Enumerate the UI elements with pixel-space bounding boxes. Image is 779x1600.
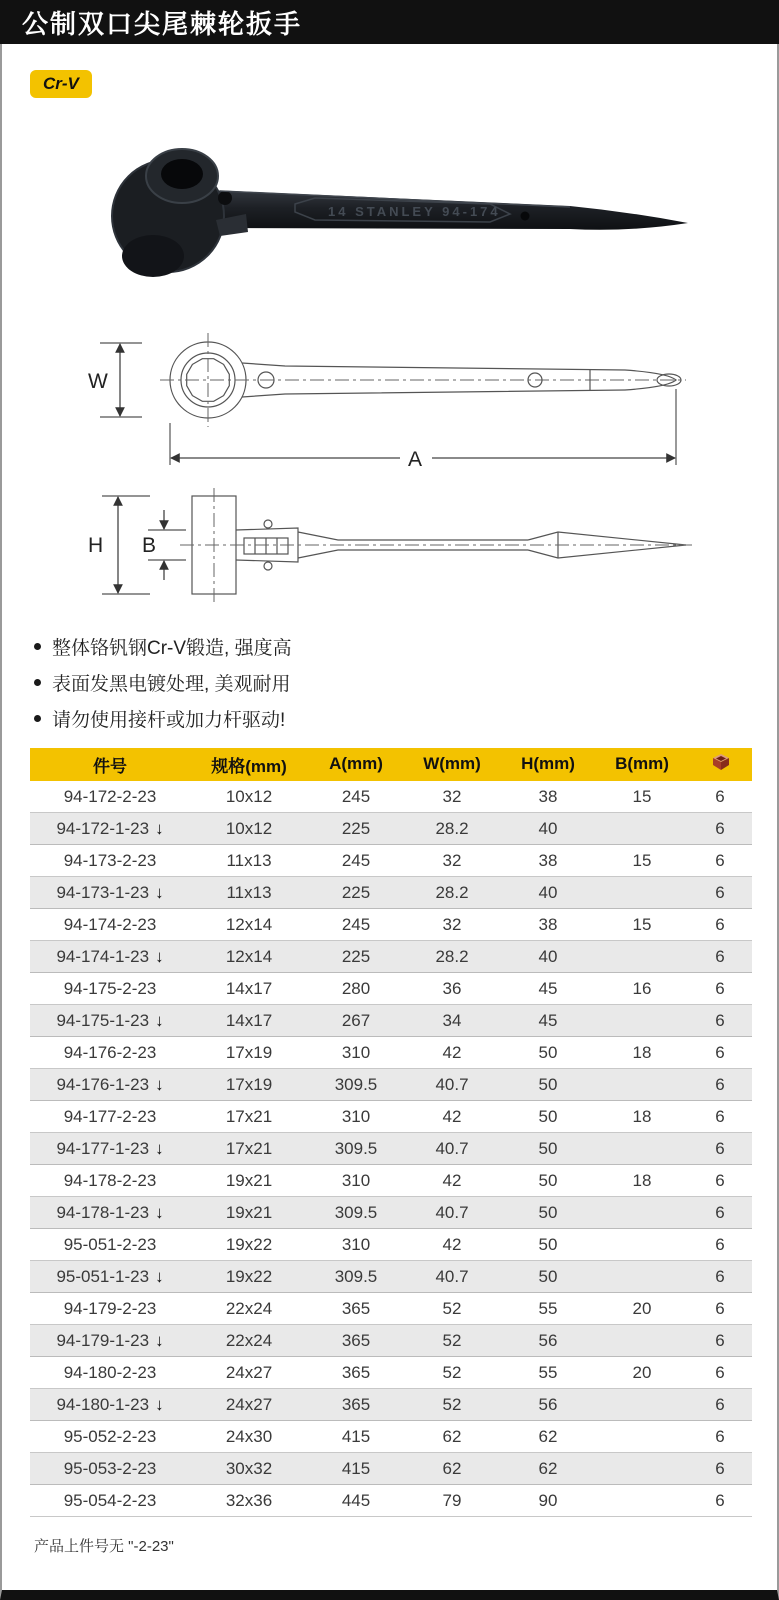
pack-qty-cell: 6: [688, 1453, 752, 1485]
b-dim-cell: [596, 941, 688, 973]
dim-label-w: W: [87, 369, 108, 393]
spec-table-row: [30, 1165, 752, 1197]
spec-cell: 17x21: [190, 1133, 308, 1165]
spec-cell: 24x27: [190, 1357, 308, 1389]
h-dim-cell: 55: [500, 1293, 596, 1325]
part-number-cell: 94-177-2-23: [30, 1101, 190, 1133]
pack-qty-cell: 6: [688, 1293, 752, 1325]
pack-qty-cell: 6: [688, 1357, 752, 1389]
pack-qty-cell: 6: [688, 1229, 752, 1261]
a-dim-cell: 415: [308, 1421, 404, 1453]
pack-qty-cell: 6: [688, 909, 752, 941]
w-dim-cell: 40.7: [404, 1133, 500, 1165]
feature-list: [30, 633, 749, 732]
down-arrow-icon: ↓: [155, 1266, 164, 1286]
h-dim-cell: 38: [500, 845, 596, 877]
part-number-cell: 94-175-1-23 ↓: [30, 1005, 190, 1037]
spec-table-row: [30, 1357, 752, 1389]
h-dim-cell: 38: [500, 781, 596, 813]
a-dim-cell: 445: [308, 1485, 404, 1517]
part-number-cell: 94-178-1-23 ↓: [30, 1197, 190, 1229]
a-dim-cell: 309.5: [308, 1261, 404, 1293]
down-arrow-icon: ↓: [155, 1074, 164, 1094]
b-dim-cell: 15: [596, 845, 688, 877]
b-dim-cell: [596, 1197, 688, 1229]
a-dim-cell: 225: [308, 941, 404, 973]
spec-cell: 19x21: [190, 1197, 308, 1229]
pack-qty-cell: 6: [688, 1037, 752, 1069]
part-number-cell: 94-178-2-23: [30, 1165, 190, 1197]
down-arrow-icon: ↓: [155, 946, 164, 966]
spec-cell: 12x14: [190, 909, 308, 941]
b-dim-cell: 18: [596, 1037, 688, 1069]
spec-table-row: [30, 845, 752, 877]
spec-table-row: [30, 781, 752, 813]
feature-text: 表面发黑电镀处理, 美观耐用: [52, 673, 291, 695]
pack-qty-cell: 6: [688, 1389, 752, 1421]
col-header-spec: 规格(mm): [190, 748, 308, 781]
b-dim-cell: [596, 1389, 688, 1421]
a-dim-cell: 310: [308, 1229, 404, 1261]
carton-box-icon: [709, 753, 732, 771]
a-dim-cell: 225: [308, 813, 404, 845]
part-number-cell: 94-173-1-23 ↓: [30, 877, 190, 909]
bullet-dot-icon: [34, 679, 41, 686]
part-number-cell: 95-051-2-23: [30, 1229, 190, 1261]
a-dim-cell: 365: [308, 1293, 404, 1325]
spec-table-row: [30, 1229, 752, 1261]
b-dim-cell: [596, 877, 688, 909]
part-number-cell: 95-053-2-23: [30, 1453, 190, 1485]
feature-text: 请勿使用接杆或加力杆驱动!: [52, 709, 286, 731]
feature-item: [34, 633, 749, 660]
h-dim-cell: 50: [500, 1229, 596, 1261]
b-dim-cell: [596, 1069, 688, 1101]
h-dim-cell: 40: [500, 813, 596, 845]
h-dim-cell: 50: [500, 1261, 596, 1293]
side-view-drawing-wrap: [30, 482, 749, 613]
part-number-cell: 95-051-1-23 ↓: [30, 1261, 190, 1293]
b-dim-cell: [596, 1261, 688, 1293]
col-header-pack-qty: [688, 748, 752, 781]
spec-cell: 10x12: [190, 781, 308, 813]
spec-table-row: [30, 1453, 752, 1485]
part-number-cell: 94-179-1-23 ↓: [30, 1325, 190, 1357]
product-photo: [70, 124, 710, 316]
spec-cell: 19x22: [190, 1261, 308, 1293]
col-header-a: A(mm): [308, 748, 404, 781]
part-number-cell: 95-054-2-23: [30, 1485, 190, 1517]
spec-cell: 14x17: [190, 1005, 308, 1037]
spec-cell: 24x27: [190, 1389, 308, 1421]
w-dim-cell: 40.7: [404, 1197, 500, 1229]
spec-table-row: [30, 1197, 752, 1229]
dim-label-h: H: [87, 533, 103, 557]
b-dim-cell: 15: [596, 781, 688, 813]
pack-qty-cell: 6: [688, 813, 752, 845]
b-dim-cell: 18: [596, 1165, 688, 1197]
col-header-b: B(mm): [596, 748, 688, 781]
feature-item: [34, 669, 749, 696]
w-dim-cell: 28.2: [404, 877, 500, 909]
pawl-pin: [218, 191, 232, 205]
side-view-drawing: [80, 482, 700, 608]
b-dim-cell: [596, 1229, 688, 1261]
h-dim-cell: 50: [500, 1101, 596, 1133]
h-dim-cell: 62: [500, 1453, 596, 1485]
socket-hole: [161, 159, 203, 189]
w-dim-cell: 62: [404, 1421, 500, 1453]
part-number-cell: 95-052-2-23: [30, 1421, 190, 1453]
a-dim-cell: 309.5: [308, 1069, 404, 1101]
b-dim-cell: [596, 1453, 688, 1485]
w-dim-cell: 40.7: [404, 1261, 500, 1293]
w-dim-cell: 36: [404, 973, 500, 1005]
part-number-cell: 94-179-2-23: [30, 1293, 190, 1325]
page-title: 公制双口尖尾棘轮扳手: [22, 8, 303, 39]
spec-table: [30, 748, 752, 1518]
part-number-cell: 94-173-2-23: [30, 845, 190, 877]
feature-text: 整体铬钒钢Cr-V锻造, 强度高: [52, 637, 292, 659]
pack-qty-cell: 6: [688, 1069, 752, 1101]
spec-cell: 19x21: [190, 1165, 308, 1197]
hang-hole: [520, 211, 529, 220]
part-number-cell: 94-172-1-23 ↓: [30, 813, 190, 845]
spec-cell: 17x19: [190, 1069, 308, 1101]
spec-table-row: [30, 813, 752, 845]
spec-table-header-row: [30, 748, 752, 781]
part-number-cell: 94-172-2-23: [30, 781, 190, 813]
dim-label-b: B: [141, 533, 156, 557]
w-dim-cell: 32: [404, 909, 500, 941]
a-dim-cell: 415: [308, 1453, 404, 1485]
spec-cell: 11x13: [190, 877, 308, 909]
spec-table-row: [30, 1069, 752, 1101]
down-arrow-icon: ↓: [155, 882, 164, 902]
h-dim-cell: 50: [500, 1133, 596, 1165]
b-dim-cell: 15: [596, 909, 688, 941]
h-dim-cell: 50: [500, 1165, 596, 1197]
b-dim-cell: [596, 1325, 688, 1357]
part-number-cell: 94-174-1-23 ↓: [30, 941, 190, 973]
a-dim-cell: 245: [308, 845, 404, 877]
pack-qty-cell: 6: [688, 845, 752, 877]
spec-cell: 32x36: [190, 1485, 308, 1517]
pack-qty-cell: 6: [688, 941, 752, 973]
content-panel: [0, 44, 779, 1600]
a-dim-cell: 310: [308, 1037, 404, 1069]
h-dim-cell: 50: [500, 1037, 596, 1069]
h-dim-cell: 56: [500, 1389, 596, 1421]
spec-cell: 19x22: [190, 1229, 308, 1261]
b-dim-cell: 20: [596, 1293, 688, 1325]
spec-cell: 14x17: [190, 973, 308, 1005]
spec-cell: 12x14: [190, 941, 308, 973]
spec-table-row: [30, 1389, 752, 1421]
w-dim-cell: 34: [404, 1005, 500, 1037]
down-arrow-icon: ↓: [155, 818, 164, 838]
h-dim-cell: 38: [500, 909, 596, 941]
spec-table-body: [30, 781, 752, 1517]
socket-opening-bottom: [122, 235, 184, 277]
pack-qty-cell: 6: [688, 1197, 752, 1229]
feature-item: [34, 705, 749, 732]
part-number-cell: 94-175-2-23: [30, 973, 190, 1005]
spec-table-row: [30, 1037, 752, 1069]
part-number-cell: 94-176-1-23 ↓: [30, 1069, 190, 1101]
a-dim-cell: 280: [308, 973, 404, 1005]
spec-table-row: [30, 877, 752, 909]
spec-table-row: [30, 1421, 752, 1453]
spec-table-row: [30, 1293, 752, 1325]
b-dim-cell: [596, 1005, 688, 1037]
spec-table-row: [30, 1101, 752, 1133]
spec-cell: 10x12: [190, 813, 308, 845]
spec-cell: 30x32: [190, 1453, 308, 1485]
spec-table-row: [30, 1005, 752, 1037]
col-header-w: W(mm): [404, 748, 500, 781]
dim-label-a: A: [407, 447, 422, 471]
crv-material-badge: Cr-V: [30, 70, 92, 98]
spec-cell: 17x19: [190, 1037, 308, 1069]
pack-qty-cell: 6: [688, 1485, 752, 1517]
a-dim-cell: 225: [308, 877, 404, 909]
h-dim-cell: 62: [500, 1421, 596, 1453]
bullet-dot-icon: [34, 643, 41, 650]
down-arrow-icon: ↓: [155, 1330, 164, 1350]
top-view-drawing: [80, 325, 700, 473]
spec-cell: 24x30: [190, 1421, 308, 1453]
h-dim-cell: 45: [500, 973, 596, 1005]
pack-qty-cell: 6: [688, 1421, 752, 1453]
h-dim-cell: 50: [500, 1197, 596, 1229]
w-dim-cell: 40.7: [404, 1069, 500, 1101]
a-dim-cell: 309.5: [308, 1133, 404, 1165]
spec-table-row: [30, 1485, 752, 1517]
spec-cell: 22x24: [190, 1293, 308, 1325]
bullet-dot-icon: [34, 715, 41, 722]
w-dim-cell: 32: [404, 781, 500, 813]
pack-qty-cell: 6: [688, 1165, 752, 1197]
h-dim-cell: 40: [500, 941, 596, 973]
spec-table-row: [30, 1133, 752, 1165]
a-dim-cell: 310: [308, 1101, 404, 1133]
w-dim-cell: 42: [404, 1037, 500, 1069]
col-header-part-number: 件号: [30, 748, 190, 781]
part-number-cell: 94-177-1-23 ↓: [30, 1133, 190, 1165]
pack-qty-cell: 6: [688, 1005, 752, 1037]
spec-table-row: [30, 909, 752, 941]
w-dim-cell: 42: [404, 1229, 500, 1261]
b-dim-cell: [596, 1421, 688, 1453]
pack-qty-cell: 6: [688, 1101, 752, 1133]
part-number-footnote: 产品上件号无 "-2-23": [34, 1538, 174, 1556]
h-dim-cell: 50: [500, 1069, 596, 1101]
page-title-bar: [0, 0, 779, 44]
spec-cell: 17x21: [190, 1101, 308, 1133]
w-dim-cell: 52: [404, 1389, 500, 1421]
spec-cell: 22x24: [190, 1325, 308, 1357]
pack-qty-cell: 6: [688, 1325, 752, 1357]
w-dim-cell: 28.2: [404, 941, 500, 973]
pack-qty-cell: 6: [688, 1133, 752, 1165]
w-dim-cell: 52: [404, 1357, 500, 1389]
h-dim-cell: 40: [500, 877, 596, 909]
w-dim-cell: 28.2: [404, 813, 500, 845]
a-dim-cell: 365: [308, 1389, 404, 1421]
pack-qty-cell: 6: [688, 1261, 752, 1293]
w-dim-cell: 79: [404, 1485, 500, 1517]
part-number-cell: 94-174-2-23: [30, 909, 190, 941]
w-dim-cell: 42: [404, 1165, 500, 1197]
a-dim-cell: 309.5: [308, 1197, 404, 1229]
spec-table-row: [30, 973, 752, 1005]
a-dim-cell: 365: [308, 1325, 404, 1357]
b-dim-cell: [596, 1133, 688, 1165]
part-number-cell: 94-180-2-23: [30, 1357, 190, 1389]
down-arrow-icon: ↓: [155, 1202, 164, 1222]
spec-table-row: [30, 1325, 752, 1357]
a-dim-cell: 245: [308, 909, 404, 941]
pack-qty-cell: 6: [688, 781, 752, 813]
spec-table-row: [30, 941, 752, 973]
top-view-drawing-wrap: [30, 325, 749, 478]
down-arrow-icon: ↓: [155, 1394, 164, 1414]
a-dim-cell: 245: [308, 781, 404, 813]
pack-qty-cell: 6: [688, 877, 752, 909]
w-dim-cell: 52: [404, 1293, 500, 1325]
b-dim-cell: 16: [596, 973, 688, 1005]
h-dim-cell: 55: [500, 1357, 596, 1389]
w-dim-cell: 42: [404, 1101, 500, 1133]
spec-table-row: [30, 1261, 752, 1293]
product-photo-wrap: [30, 124, 749, 321]
brand-engraving: 14 STANLEY 94-174: [327, 203, 501, 219]
down-arrow-icon: ↓: [155, 1010, 164, 1030]
h-dim-cell: 56: [500, 1325, 596, 1357]
a-dim-cell: 365: [308, 1357, 404, 1389]
down-arrow-icon: ↓: [155, 1138, 164, 1158]
b-dim-cell: 20: [596, 1357, 688, 1389]
col-header-h: H(mm): [500, 748, 596, 781]
pack-qty-cell: 6: [688, 973, 752, 1005]
b-dim-cell: [596, 1485, 688, 1517]
spec-cell: 11x13: [190, 845, 308, 877]
w-dim-cell: 62: [404, 1453, 500, 1485]
h-dim-cell: 90: [500, 1485, 596, 1517]
w-dim-cell: 52: [404, 1325, 500, 1357]
a-dim-cell: 310: [308, 1165, 404, 1197]
b-dim-cell: [596, 813, 688, 845]
h-dim-cell: 45: [500, 1005, 596, 1037]
a-dim-cell: 267: [308, 1005, 404, 1037]
b-dim-cell: 18: [596, 1101, 688, 1133]
w-dim-cell: 32: [404, 845, 500, 877]
part-number-cell: 94-180-1-23 ↓: [30, 1389, 190, 1421]
part-number-cell: 94-176-2-23: [30, 1037, 190, 1069]
